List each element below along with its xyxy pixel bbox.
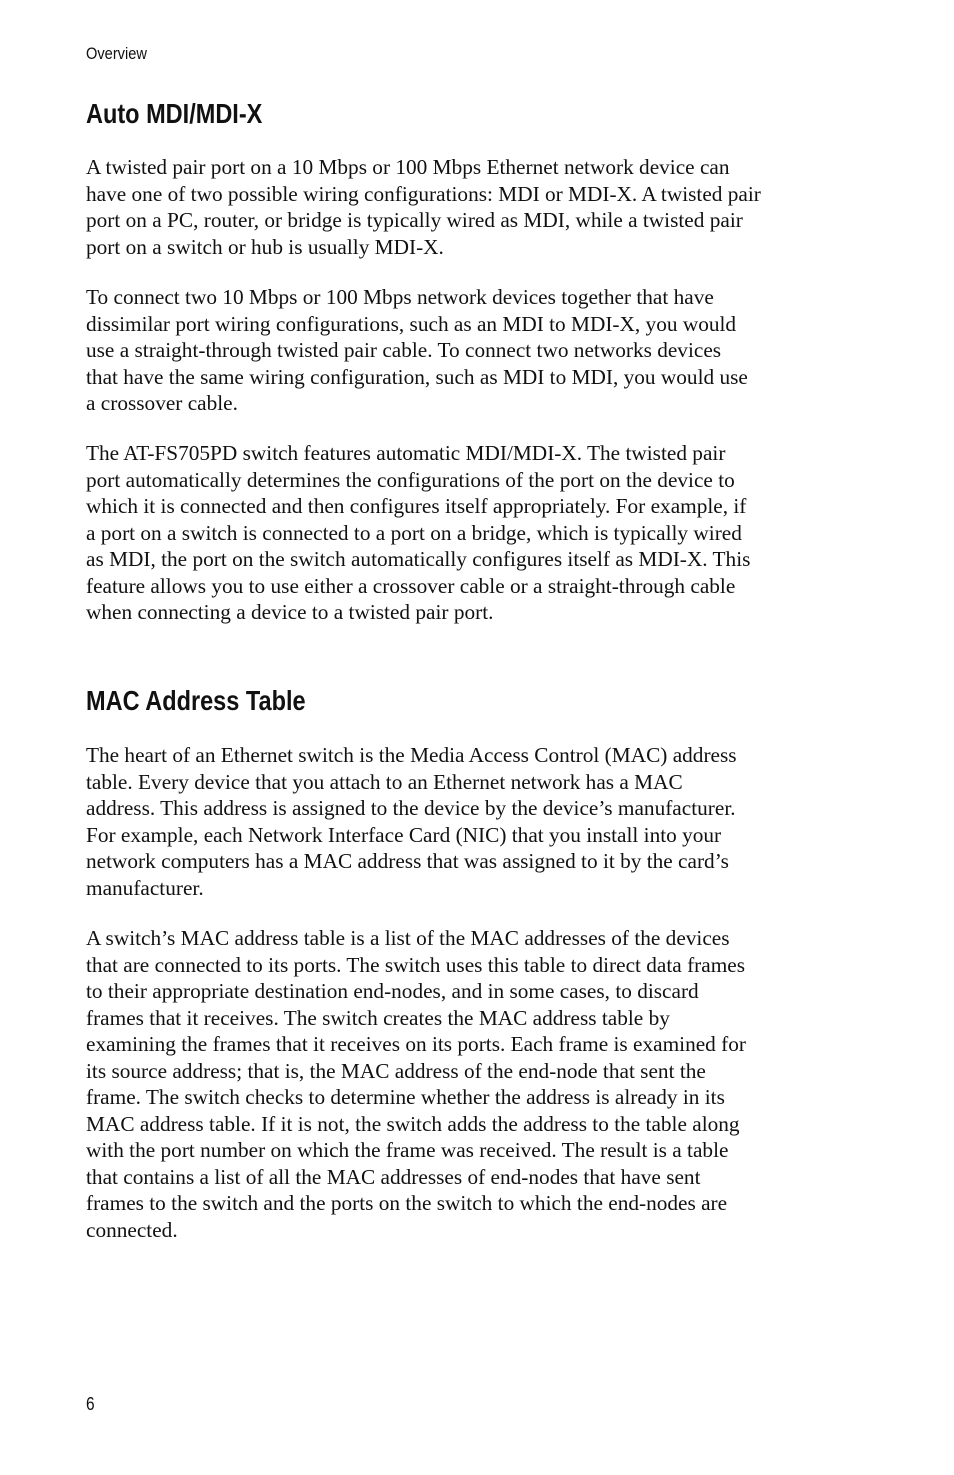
text-line: port on a PC, router, or bridge is typically wired as MDI, while a twisted pair bbox=[86, 208, 743, 232]
text-line: use a straight-through twisted pair cable. To connect two networks devices bbox=[86, 338, 722, 362]
paragraph bbox=[86, 440, 750, 626]
text-line: frames that it receives. The switch creates the MAC address table by bbox=[86, 1005, 670, 1030]
section-heading-auto-mdi: Auto MDI/MDI-X bbox=[86, 98, 263, 129]
text-line: a crossover cable. bbox=[86, 391, 238, 415]
text-line: dissimilar port wiring configurations, such as an MDI to MDI-X, you would bbox=[86, 311, 737, 336]
text-line: table. Every device that you attach to an Ethernet network has a MAC bbox=[86, 769, 683, 794]
text-line: that have the same wiring configuration, such as MDI to MDI, you would use bbox=[86, 364, 748, 389]
text-line: address. This address is assigned to the device by the device’s manufacturer. bbox=[86, 796, 736, 820]
text-line: A twisted pair port on a 10 Mbps or 100 Mbps Ethernet network device can bbox=[86, 155, 730, 179]
paragraph bbox=[86, 742, 737, 901]
text-line: frame. The switch checks to determine whether the address is already in its bbox=[86, 1085, 725, 1109]
text-line: port automatically determines the configurations of the port on the device to bbox=[86, 467, 735, 492]
text-line: MAC address table. If it is not, the switch adds the address to the table along bbox=[86, 1111, 740, 1136]
section-heading-mac-table: MAC Address Table bbox=[86, 685, 306, 716]
text-line: examining the frames that it receives on its ports. Each frame is examined for bbox=[86, 1032, 746, 1056]
text-line: which it is connected and then configures itself appropriately. For example, if bbox=[86, 494, 747, 518]
text-line: network computers has a MAC address that was assigned to it by the card’s bbox=[86, 849, 729, 873]
text-line: with the port number on which the frame was received. The result is a table bbox=[86, 1138, 729, 1162]
paragraph bbox=[86, 284, 748, 417]
text-line: port on a switch or hub is usually MDI-X. bbox=[86, 234, 444, 259]
text-line: to their appropriate destination end-nodes, and in some cases, to discard bbox=[86, 979, 699, 1003]
running-header: Overview bbox=[86, 44, 147, 63]
text-line: as MDI, the port on the switch automatically configures itself as MDI-X. This bbox=[86, 547, 751, 571]
text-line: its source address; that is, the MAC address of the end-node that sent the bbox=[86, 1058, 706, 1083]
page-number: 6 bbox=[86, 1394, 95, 1414]
text-line: when connecting a device to a twisted pair port. bbox=[86, 600, 494, 624]
text-line: a port on a switch is connected to a port on a bridge, which is typically wired bbox=[86, 520, 742, 545]
text-line: For example, each Network Interface Card (NIC) that you install into your bbox=[86, 822, 722, 847]
text-line: A switch’s MAC address table is a list of the MAC addresses of the devices bbox=[86, 926, 730, 950]
paragraph bbox=[86, 925, 746, 1243]
text-line: manufacturer. bbox=[86, 875, 204, 900]
text-line: frames to the switch and the ports on the switch to which the end-nodes are bbox=[86, 1191, 728, 1215]
text-line: connected. bbox=[86, 1217, 178, 1242]
paragraph bbox=[86, 154, 761, 260]
text-line: that are connected to its ports. The switch uses this table to direct data frames bbox=[86, 952, 746, 977]
text-line: To connect two 10 Mbps or 100 Mbps network devices together that have bbox=[86, 285, 714, 309]
text-line: The AT-FS705PD switch features automatic MDI/MDI-X. The twisted pair bbox=[86, 441, 726, 465]
text-line: have one of two possible wiring configurations: MDI or MDI-X. A twisted pair bbox=[86, 181, 761, 206]
text-line: feature allows you to use either a crossover cable or a straight-through cable bbox=[86, 573, 736, 598]
text-line: that contains a list of all the MAC addresses of end-nodes that have sent bbox=[86, 1164, 701, 1189]
text-line: The heart of an Ethernet switch is the Media Access Control (MAC) address bbox=[86, 743, 737, 767]
